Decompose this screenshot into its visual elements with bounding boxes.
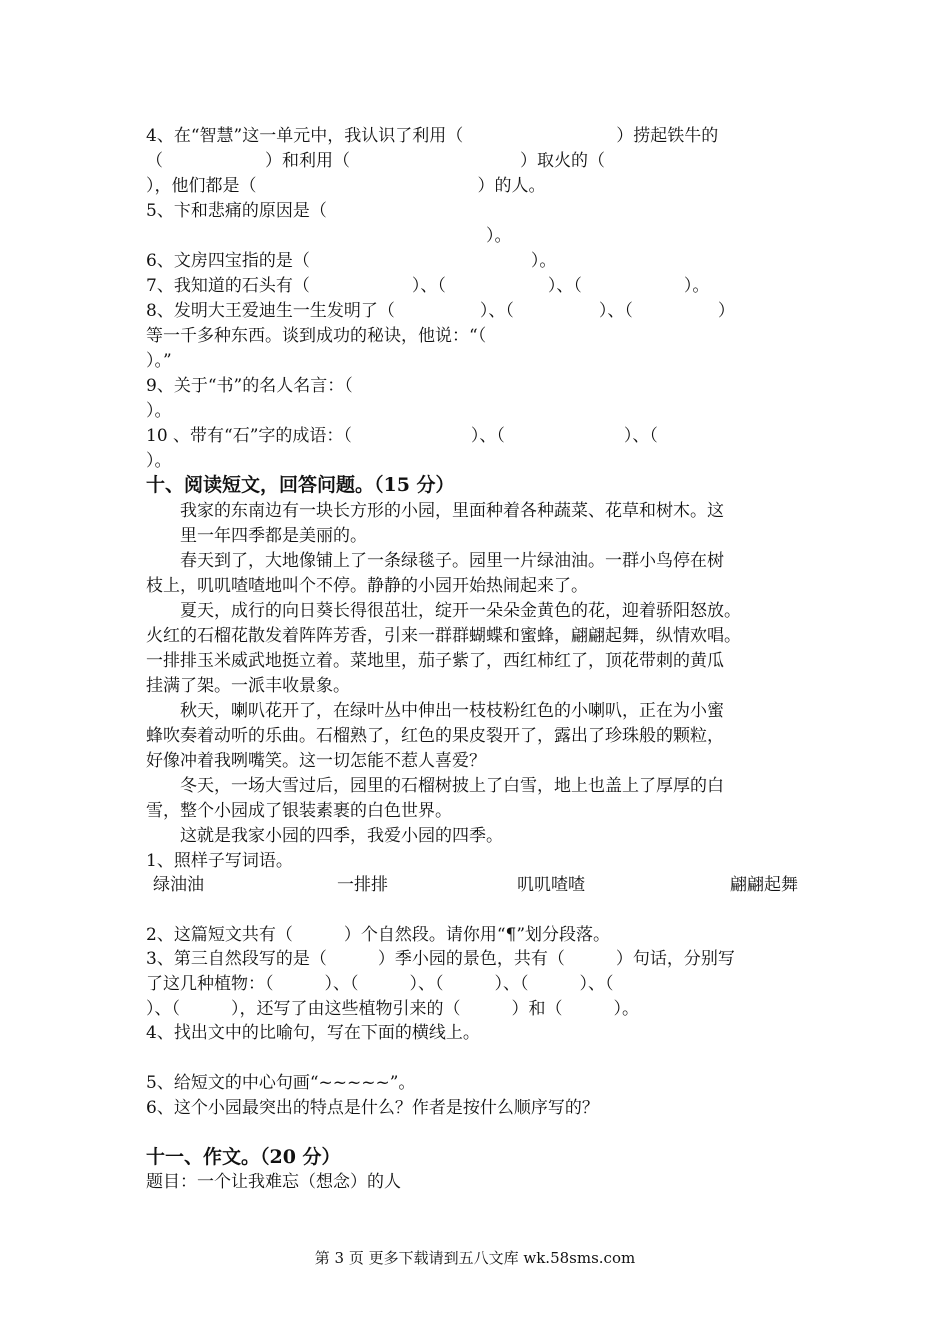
question-5-line-2: ）。	[146, 226, 512, 246]
passage-line-4: 枝上，叽叽喳喳地叫个不停。静静的小园开始热闹起来了。	[146, 576, 588, 596]
composition-prompt: 题目：一个让我难忘（想念）的人	[146, 1172, 401, 1192]
section-11-title: 十一、作文。（20 分）	[146, 1146, 341, 1168]
passage-line-9: 秋天，喇叭花开了，在绿叶丛中伸出一枝枝粉红色的小喇叭，正在为小蜜	[146, 701, 724, 721]
question-6: 6、文房四宝指的是（ ）。	[146, 251, 557, 271]
question-7: 7、我知道的石头有（ ）、（ ）、（ ）。	[146, 276, 710, 296]
example-word-2: 一排排	[337, 875, 388, 895]
section-10-title: 十、阅读短文，回答问题。（15 分）	[146, 474, 455, 496]
passage-line-5: 夏天，成行的向日葵长得很茁壮，绽开一朵朵金黄色的花，迎着骄阳怒放。	[146, 601, 741, 621]
page-footer: 第 3 页 更多下载请到五八文库 wk.58sms.com	[314, 1249, 636, 1267]
question-5-line-1: 5、卞和悲痛的原因是（	[146, 201, 327, 221]
passage-line-7: 一排排玉米威武地挺立着。菜地里，茄子紫了，西红柿红了，顶花带刺的黄瓜	[146, 651, 724, 671]
passage-line-14: 这就是我家小园的四季，我爱小园的四季。	[146, 826, 503, 846]
question-9-line-1: 9、关于“书”的名人名言：（	[146, 376, 353, 396]
question-4-line-1: 4、在“智慧”这一单元中，我认识了利用（ ）捞起铁牛的	[146, 126, 719, 146]
question-4-line-2: （ ）和利用（ ）取火的（	[146, 151, 724, 171]
question-10-line-1: 10 、带有“石”字的成语：（ ）、（ ）、（	[146, 426, 658, 446]
passage-line-10: 蜂吹奏着动听的乐曲。石榴熟了，红色的果皮裂开了，露出了珍珠般的颗粒，	[146, 726, 724, 746]
example-word-3: 叽叽喳喳	[517, 875, 585, 895]
question-8-line-3: ）。”	[146, 351, 172, 371]
passage-line-12: 冬天，一场大雪过后，园里的石榴树披上了白雪，地上也盖上了厚厚的白	[146, 776, 724, 796]
question-8-line-2: 等一千多种东西。谈到成功的秘诀，他说：“（	[146, 326, 487, 346]
example-word-1: 绿油油	[153, 875, 204, 895]
question-10-line-2: ）。	[146, 451, 172, 471]
passage-line-2: 里一年四季都是美丽的。	[146, 526, 367, 546]
question-4-line-3: ），他们都是（ ）的人。	[146, 176, 546, 196]
reading-question-4: 4、找出文中的比喻句，写在下面的横线上。	[146, 1023, 480, 1043]
example-word-4: 翩翩起舞	[730, 875, 798, 895]
passage-line-8: 挂满了架。一派丰收景象。	[146, 676, 350, 696]
passage-line-11: 好像冲着我咧嘴笑。这一切怎能不惹人喜爱？	[146, 751, 486, 771]
reading-question-5: 5、给短文的中心句画“~~~~~”。	[146, 1073, 416, 1093]
reading-question-3-line-2: 了这几种植物：（ ）、（ ）、（ ）、（ ）、（	[146, 974, 614, 994]
reading-question-3-line-3: ）、（ ），还写了由这些植物引来的（ ）和（ ）。	[146, 999, 639, 1019]
passage-line-13: 雪，整个小园成了银装素裹的白色世界。	[146, 801, 452, 821]
question-9-line-2: ）。	[146, 401, 172, 421]
reading-question-1: 1、照样子写词语。	[146, 851, 293, 871]
reading-question-6: 6、这个小园最突出的特点是什么？作者是按什么顺序写的？	[146, 1098, 599, 1118]
question-8-line-1: 8、发明大王爱迪生一生发明了（ ）、（ ）、（ ）	[146, 301, 735, 321]
passage-line-3: 春天到了，大地像铺上了一条绿毯子。园里一片绿油油。一群小鸟停在树	[146, 551, 724, 571]
reading-question-2: 2、这篇短文共有（ ）个自然段。请你用“¶”划分段落。	[146, 925, 611, 945]
passage-line-1: 我家的东南边有一块长方形的小园，里面种着各种蔬菜、花草和树木。这	[146, 501, 724, 521]
passage-line-6: 火红的石榴花散发着阵阵芳香，引来一群群蝴蝶和蜜蜂，翩翩起舞，纵情欢唱。	[146, 626, 741, 646]
reading-question-3-line-1: 3、第三自然段写的是（ ）季小园的景色，共有（ ）句话，分别写	[146, 949, 735, 969]
